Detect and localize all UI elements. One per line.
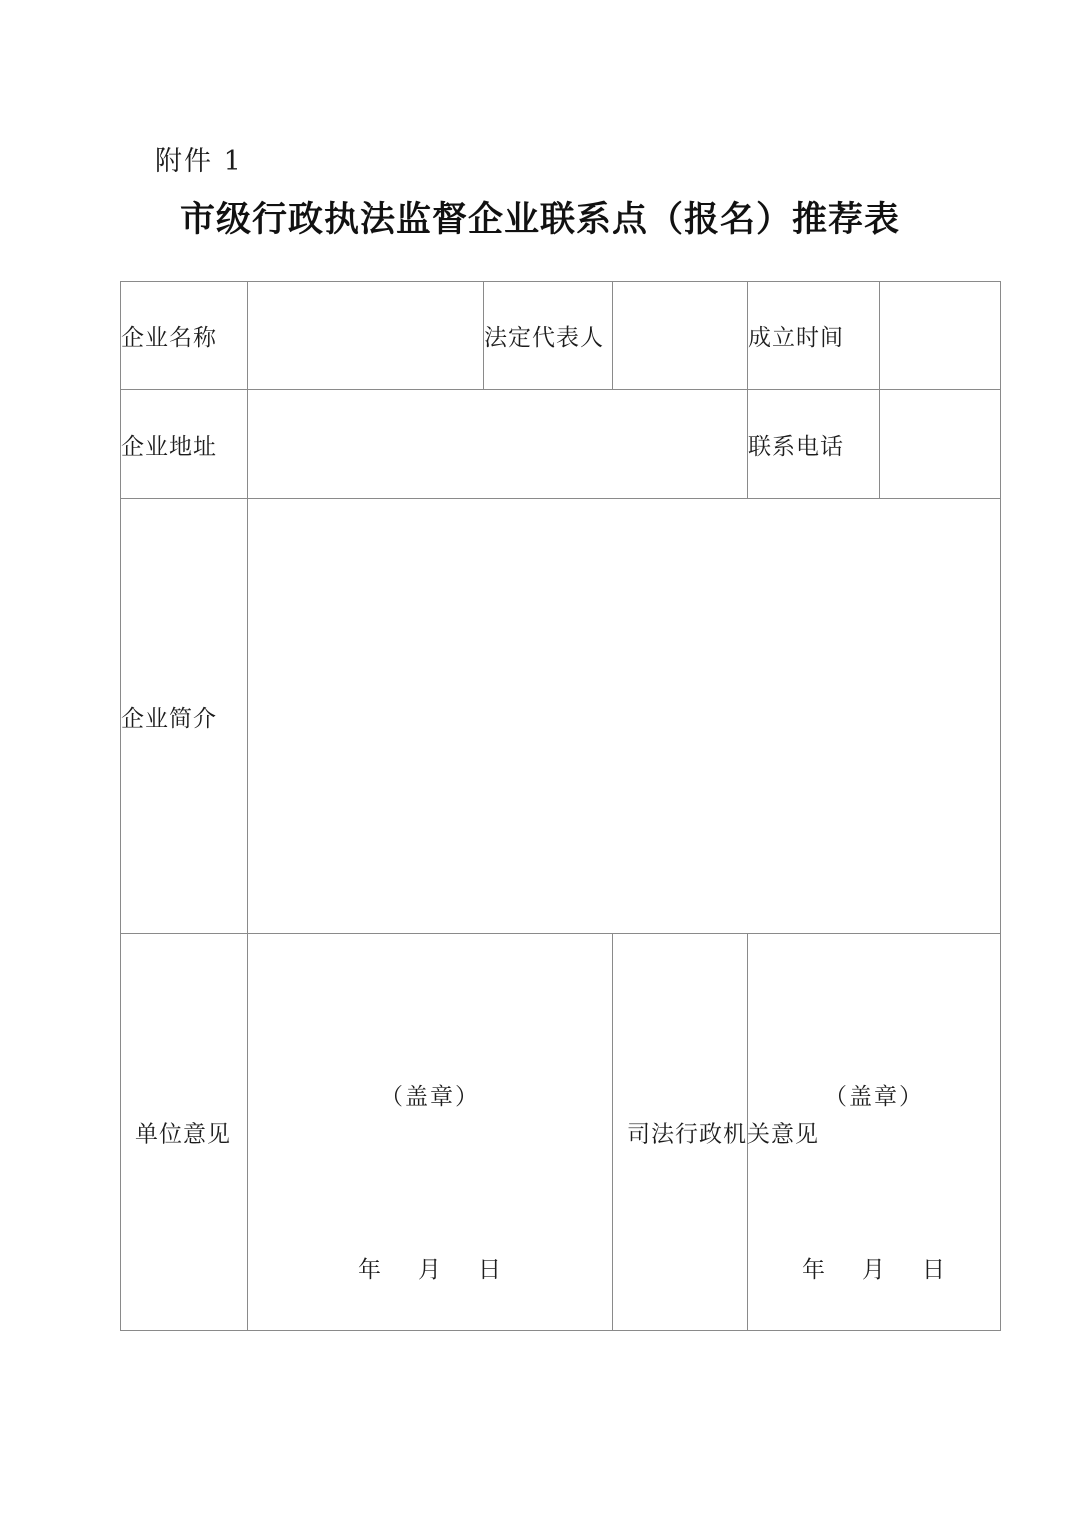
- label-judicial-admin-opinion: 司法行政机关意见: [627, 1121, 819, 1148]
- judicial-opinion-content: [748, 934, 1000, 1330]
- unit-date-year: 年: [358, 1257, 382, 1283]
- label-judicial-opinion-cell: [613, 934, 819, 1331]
- label-contact-phone: 联系电话: [748, 390, 880, 499]
- field-contact-phone[interactable]: [880, 390, 1001, 499]
- field-unit-opinion[interactable]: [248, 934, 613, 1331]
- label-legal-representative: 法定代表人: [484, 282, 613, 390]
- field-establishment-date[interactable]: [880, 282, 1001, 390]
- unit-date-line: [248, 1251, 612, 1284]
- page-title: 市级行政执法监督企业联系点（报名）推荐表: [179, 199, 900, 240]
- table-row: [121, 390, 1001, 499]
- judicial-seal-text: （盖章）: [824, 1084, 924, 1110]
- label-unit-opinion-cell: [121, 934, 248, 1331]
- label-establishment-date: 成立时间: [748, 282, 880, 390]
- table-row: [121, 282, 1001, 390]
- judicial-date-line: [748, 1251, 1000, 1284]
- unit-opinion-label-wrap: [121, 934, 247, 1330]
- judicial-date-day: 日: [922, 1257, 946, 1283]
- unit-seal-text: （盖章）: [380, 1084, 480, 1110]
- field-company-profile[interactable]: [248, 499, 1001, 934]
- field-judicial-opinion[interactable]: [748, 934, 1001, 1331]
- unit-date-month: 月: [418, 1257, 442, 1283]
- recommendation-form-table: [120, 281, 1001, 1331]
- judicial-date-year: 年: [802, 1257, 826, 1283]
- label-company-name: 企业名称: [121, 282, 248, 390]
- field-company-name[interactable]: [248, 282, 484, 390]
- label-company-address: 企业地址: [121, 390, 248, 499]
- judicial-opinion-label-wrap: [613, 934, 819, 1330]
- attachment-label: 附件 1: [155, 146, 243, 177]
- field-legal-representative[interactable]: [613, 282, 748, 390]
- label-unit-opinion: 单位意见: [135, 1121, 231, 1148]
- label-company-profile: 企业简介: [121, 499, 248, 934]
- unit-date-day: 日: [478, 1257, 502, 1283]
- table-row: [121, 934, 1001, 1331]
- field-company-address[interactable]: [248, 390, 748, 499]
- unit-opinion-content: [248, 934, 612, 1330]
- judicial-date-month: 月: [862, 1257, 886, 1283]
- table-row: [121, 499, 1001, 934]
